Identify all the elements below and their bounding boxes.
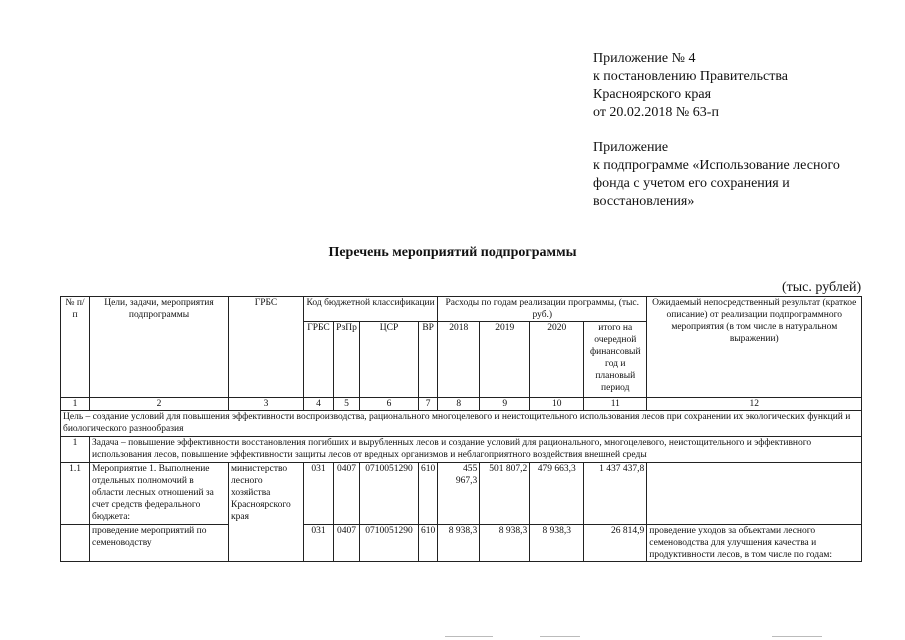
- header-sub-grbs: ГРБС: [304, 322, 334, 398]
- measures-table: [60, 296, 862, 562]
- col-number: 11: [584, 398, 647, 411]
- row-code-grbs: 031: [304, 525, 334, 562]
- row-csr: 0710051290: [360, 463, 419, 525]
- header-grbs: ГРБС: [229, 297, 304, 398]
- header-result: Ожидаемый непосредственный результат (краткое описание) от реализации подпрограммного мероприятия (в том числе в натуральном выражении): [647, 297, 862, 398]
- row-total: 1 437 437,8: [584, 463, 647, 525]
- appendix-line: Приложение: [593, 140, 669, 155]
- row-num: 1.1: [61, 463, 90, 525]
- row-name: проведение мероприятий по семеноводству: [90, 525, 229, 562]
- scan-artifact-line: [445, 636, 493, 637]
- header-num: № п/п: [61, 297, 90, 398]
- appendix-line: от 20.02.2018 № 63-п: [593, 105, 719, 120]
- col-number: 12: [647, 398, 862, 411]
- header-vr: ВР: [419, 322, 438, 398]
- appendix-line: Приложение № 4: [593, 51, 696, 66]
- header-2019: 2019: [480, 322, 530, 398]
- header-rzpr: РзПр: [334, 322, 360, 398]
- row-grbs: министерство лесного хозяйства Красноярского края: [229, 463, 304, 562]
- appendix-block-1: [593, 50, 788, 122]
- col-number: 5: [334, 398, 360, 411]
- row-vr: 610: [419, 525, 438, 562]
- scan-artifact-line: [540, 636, 580, 637]
- row-csr: 0710051290: [360, 525, 419, 562]
- row-2018: 8 938,3: [438, 525, 480, 562]
- row-total: 26 814,9: [584, 525, 647, 562]
- col-number: 2: [90, 398, 229, 411]
- appendix-line: к постановлению Правительства: [593, 69, 789, 84]
- row-result: проведение уходов за объектами лесного семеноводства для улучшения качества и продуктивности лесов, в том числе по годам:: [647, 525, 862, 562]
- col-number: 3: [229, 398, 304, 411]
- col-number: 4: [304, 398, 334, 411]
- task-num: 1: [61, 437, 90, 463]
- row-result: [647, 463, 862, 525]
- appendix-line: Красноярского края: [593, 87, 712, 102]
- header-goals: Цели, задачи, мероприятия подпрограммы: [90, 297, 229, 398]
- row-num: [61, 525, 90, 562]
- header-budget-code: Код бюджетной классификации: [304, 297, 438, 322]
- appendix-block-2: [593, 139, 840, 211]
- col-number: 7: [419, 398, 438, 411]
- row-2019: 501 807,2: [480, 463, 530, 525]
- row-name: Мероприятие 1. Выполнение отдельных полномочий в области лесных отношений за счет средств федерального бюджета:: [90, 463, 229, 525]
- row-2019: 8 938,3: [480, 525, 530, 562]
- col-number: 8: [438, 398, 480, 411]
- page-title: Перечень мероприятий подпрограммы: [328, 245, 577, 260]
- header-csr: ЦСР: [360, 322, 419, 398]
- appendix-line: к подпрограмме «Использование лесного: [593, 158, 840, 173]
- appendix-line: восстановления»: [593, 194, 695, 209]
- row-2020: 8 938,3: [530, 525, 584, 562]
- header-total: итого на очередной финансовый год и плановый период: [584, 322, 647, 398]
- header-2018: 2018: [438, 322, 480, 398]
- col-number: 10: [530, 398, 584, 411]
- col-number: 1: [61, 398, 90, 411]
- col-number: 9: [480, 398, 530, 411]
- units-label: (тыс. рублей): [782, 280, 862, 295]
- row-rzpr: 0407: [334, 525, 360, 562]
- row-vr: 610: [419, 463, 438, 525]
- header-expenses: Расходы по годам реализации программы, (тыс. руб.): [438, 297, 647, 322]
- goal-row: Цель – создание условий для повышения эффективности воспроизводства, рационального многоцелевого и неистощительного использования лесов при сохранении их экологических функций и биологического разнообразия: [61, 411, 862, 437]
- col-number: 6: [360, 398, 419, 411]
- row-2020: 479 663,3: [530, 463, 584, 525]
- task-row: Задача – повышение эффективности восстановления погибших и вырубленных лесов и создание условий для рационального, многоцелевого, неистощительного и эффективного использования лесов, повышение эффективности защиты лесов от вредных организмов и неблагоприятного воздействия внешней среды: [90, 437, 862, 463]
- header-2020: 2020: [530, 322, 584, 398]
- row-2018: 455 967,3: [438, 463, 480, 525]
- row-rzpr: 0407: [334, 463, 360, 525]
- appendix-line: фонда с учетом его сохранения и: [593, 176, 790, 191]
- row-code-grbs: 031: [304, 463, 334, 525]
- scan-artifact-line: [772, 636, 822, 637]
